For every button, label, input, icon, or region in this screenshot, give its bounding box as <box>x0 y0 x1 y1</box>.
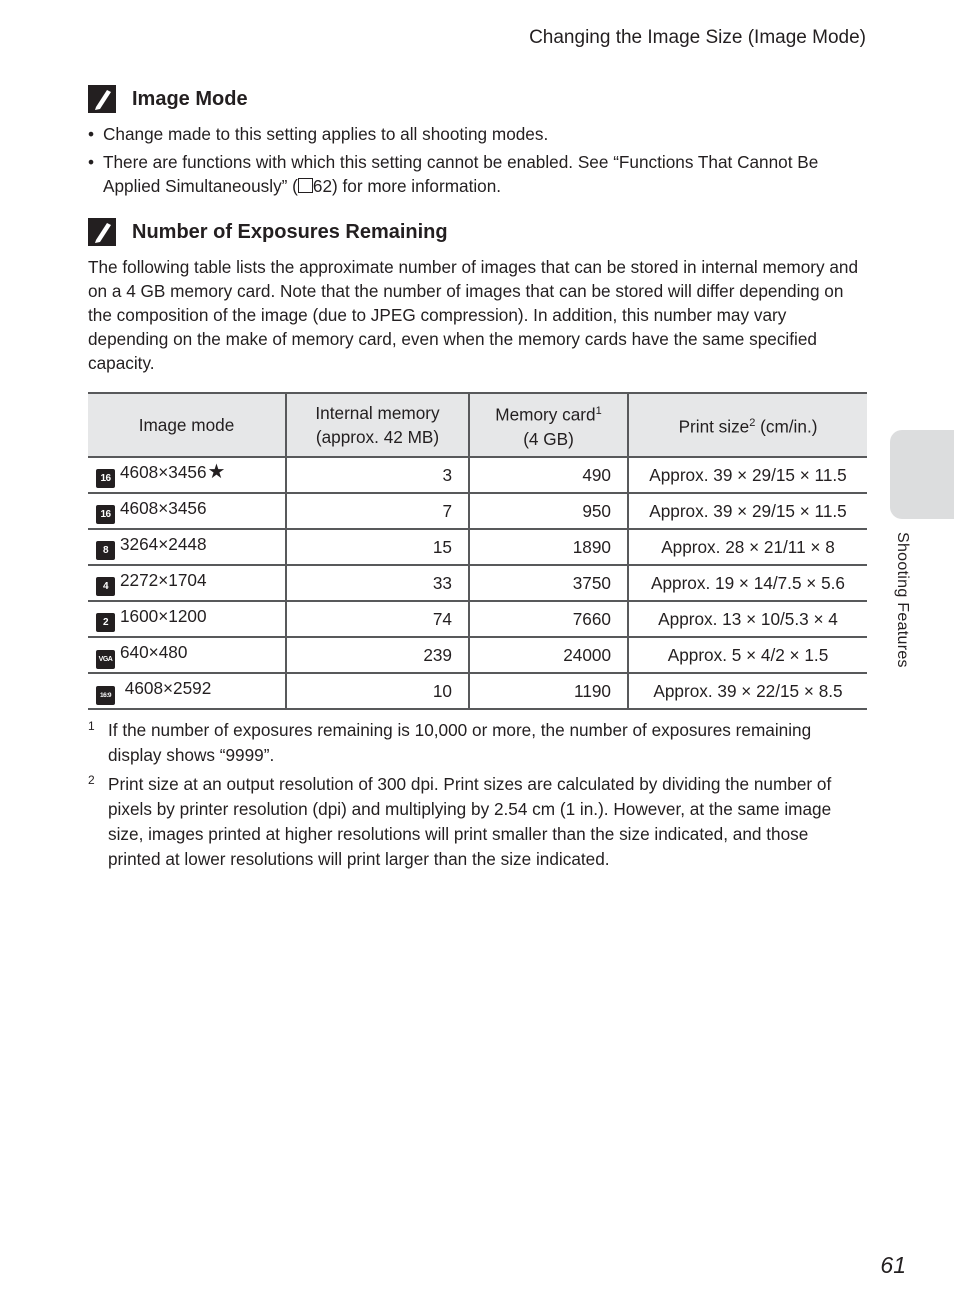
footnote-text: If the number of exposures remaining is 10,000 or more, the number of exposures remaining display shows “9999”. <box>108 720 812 765</box>
cell-print-size: Approx. 13 × 10/5.3 × 4 <box>628 601 867 637</box>
col-header-print-size <box>628 393 867 457</box>
cell-print-size: Approx. 39 × 29/15 × 11.5 <box>628 493 867 529</box>
8m-icon: 8 <box>96 541 115 560</box>
cell-card: 1190 <box>469 673 628 709</box>
footnote <box>88 718 863 768</box>
note-image-mode-bullets <box>88 122 858 202</box>
cell-internal: 10 <box>286 673 469 709</box>
mode-text: 3264×2448 <box>120 534 207 554</box>
16-9-icon: 16:9 <box>96 686 115 705</box>
note-image-mode-heading <box>88 85 248 113</box>
cell-image-mode <box>88 529 286 565</box>
cell-image-mode <box>88 637 286 673</box>
4m-icon: 4 <box>96 577 115 596</box>
cell-card: 24000 <box>469 637 628 673</box>
section-label: Shooting Features <box>894 532 911 668</box>
col-header-image-mode <box>88 393 286 457</box>
cell-internal: 7 <box>286 493 469 529</box>
bullet-text: Change made to this setting applies to all shooting modes. <box>103 124 549 144</box>
cell-internal: 15 <box>286 529 469 565</box>
table-row <box>88 673 867 709</box>
mode-text: 2272×1704 <box>120 570 207 590</box>
bullet-text: There are functions with which this setting cannot be enabled. See “Functions That Cannot Be Applied Simultaneously” ( <box>103 152 819 196</box>
table-row <box>88 493 867 529</box>
16m-fine-icon: 16 <box>96 469 115 488</box>
note-title: Image Mode <box>132 87 248 110</box>
table-row <box>88 601 867 637</box>
note-title: Number of Exposures Remaining <box>132 220 448 243</box>
cell-card: 1890 <box>469 529 628 565</box>
mode-text: 4608×3456 <box>120 498 207 518</box>
16m-icon: 16 <box>96 505 115 524</box>
table-row <box>88 565 867 601</box>
table-row <box>88 637 867 673</box>
page-number: 61 <box>880 1252 906 1278</box>
exposures-table <box>88 392 867 710</box>
mode-text: 4608×3456 <box>120 462 207 482</box>
note-exposures-heading <box>88 218 448 246</box>
table-row <box>88 529 867 565</box>
col-header-memory-card <box>469 393 628 457</box>
2m-icon: 2 <box>96 613 115 632</box>
footnote-text: Print size at an output resolution of 300 dpi. Print sizes are calculated by dividing the number of pixels by printer resolution (dpi) and multiplying by 2.54 cm (1 in.). However, at the same image size, images printed at higher resolutions will print smaller than the size indicated, and those printed at lower resolutions will print larger than the size indicated. <box>108 774 832 869</box>
bullet-text-cont: 62) for more information. <box>312 176 502 196</box>
mode-text: 1600×1200 <box>120 606 207 626</box>
cell-image-mode <box>88 493 286 529</box>
header-text: Print size <box>678 416 750 437</box>
bullet-item <box>88 150 858 198</box>
footnotes <box>88 718 863 876</box>
cell-internal: 33 <box>286 565 469 601</box>
vga-icon: VGA <box>96 650 115 669</box>
header-text: Memory card <box>495 404 596 425</box>
footnote-ref: 2 <box>749 417 756 430</box>
header-text: Internal memory <box>315 403 440 423</box>
cell-card: 7660 <box>469 601 628 637</box>
cell-print-size: Approx. 28 × 21/11 × 8 <box>628 529 867 565</box>
cell-card: 3750 <box>469 565 628 601</box>
footnote-mark: 1 <box>88 719 95 733</box>
cell-print-size: Approx. 5 × 4/2 × 1.5 <box>628 637 867 673</box>
col-header-internal-memory <box>286 393 469 457</box>
cell-internal: 74 <box>286 601 469 637</box>
cell-print-size: Approx. 39 × 22/15 × 8.5 <box>628 673 867 709</box>
cell-image-mode <box>88 673 286 709</box>
cell-print-size: Approx. 19 × 14/7.5 × 5.6 <box>628 565 867 601</box>
footnote-mark: 2 <box>88 773 95 787</box>
header-text: (cm/in.) <box>755 416 818 437</box>
cell-image-mode <box>88 601 286 637</box>
footnote <box>88 772 863 872</box>
cell-internal: 3 <box>286 457 469 493</box>
mode-text: 4608×2592 <box>120 677 212 698</box>
table-header-row <box>88 393 867 457</box>
exposures-paragraph: The following table lists the approximate number of images that can be stored in internal memory and on a 4 GB memory card. Note that the number of images that can be stored will differ depending on the composition of the image (due to JPEG compression). In addition, this number may vary depending on the make of memory card, even when the memory cards have the same specified capacity. <box>88 257 859 373</box>
cell-card: 950 <box>469 493 628 529</box>
cell-print-size: Approx. 39 × 29/15 × 11.5 <box>628 457 867 493</box>
bullet-item <box>88 122 858 146</box>
cell-image-mode <box>88 565 286 601</box>
header-text: Image mode <box>138 415 235 435</box>
book-reference-icon <box>298 178 313 193</box>
footnote-ref: 1 <box>595 405 602 418</box>
cell-card: 490 <box>469 457 628 493</box>
cell-image-mode <box>88 457 286 493</box>
table-row <box>88 457 867 493</box>
cell-internal: 239 <box>286 637 469 673</box>
header-text: (approx. 42 MB) <box>315 427 440 447</box>
header-text: (4 GB) <box>523 428 574 449</box>
note-pencil-icon <box>88 85 116 113</box>
running-header: Changing the Image Size (Image Mode) <box>529 27 866 48</box>
mode-text: 640×480 <box>120 641 188 662</box>
note-pencil-icon <box>88 218 116 246</box>
section-tab <box>890 430 954 519</box>
star-icon: ★ <box>207 461 226 483</box>
